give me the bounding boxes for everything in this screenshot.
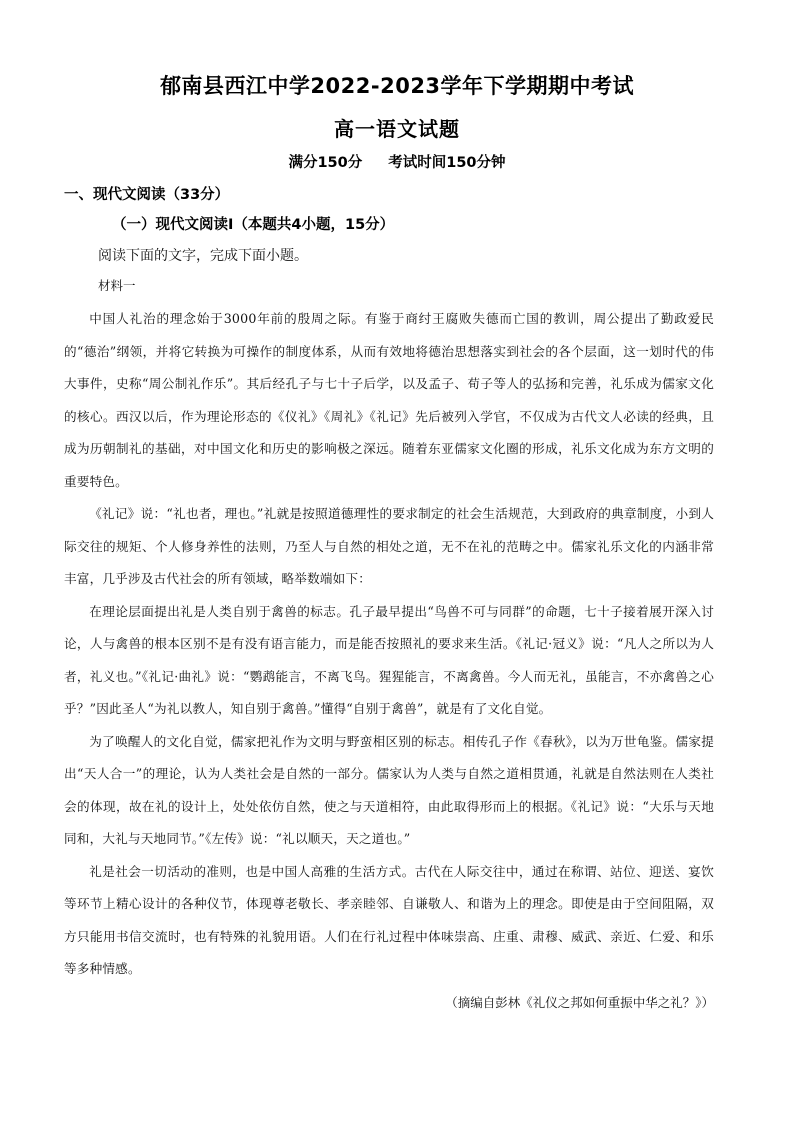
full-score: 满分150分 <box>288 155 363 171</box>
paragraph-3: 在理论层面提出礼是人类自别于禽兽的标志。孔子最早提出“鸟兽不可与同群”的命题，七十子接着展开深入讨论，人与禽兽的根本区别不是有没有语言能力，而是能否按照礼的要求来生活。《礼记·冠义》说：“凡人之所以为人者，礼义也。”《礼记·曲礼》说：“鹦鹉能言，不离飞鸟。猩猩能言，不离禽兽。今人而无礼，虽能言，不亦禽兽之心乎？”因此圣人“为礼以教人，知自别于禽兽。”懂得“自别于禽兽”，就是有了文化自觉。 <box>64 603 714 716</box>
exam-title: 郁南县西江中学2022-2023学年下学期期中考试 <box>159 74 635 98</box>
paragraph-1: 中国人礼治的理念始于3000年前的殷周之际。有鉴于商纣王腐败失德而亡国的教训，周公提出了勤政爱民的“德治”纲领，并将它转换为可操作的制度体系，从而有效地将德治思想落实到社会的各个层面，这一划时代的伟大事件，史称“周公制礼作乐”。其后经孔子与七十子后学，以及孟子、荀子等人的弘扬和完善，礼乐成为儒家文化的核心。西汉以后，作为理论形态的《仪礼》《周礼》《礼记》先后被列入学官，不仅成为古代文人必读的经典，且成为历朝制礼的基础，对中国文化和历史的影响极之深远。随着东亚儒家文化圈的形成，礼乐文化成为东方文明的重要特色。 <box>64 311 714 489</box>
material-body <box>64 303 714 986</box>
subsection-heading: （一）现代文阅读Ⅰ（本题共4小题，15分） <box>112 217 395 233</box>
section-heading: 一、现代文阅读（33分） <box>64 187 230 203</box>
material-label: 材料一 <box>98 278 136 293</box>
reading-instruction: 阅读下面的文字，完成下面小题。 <box>98 248 308 264</box>
paragraph-4: 为了唤醒人的文化自觉，儒家把礼作为文明与野蛮相区别的标志。相传孔子作《春秋》，以为万世龟鉴。儒家提出“天人合一”的理论，认为人类社会是自然的一部分。儒家认为人类与自然之道相贯通，礼就是自然法则在人类社会的体现，故在礼的设计上，处处依仿自然，使之与天道相符，由此取得形而上的根据。《礼记》说：“大乐与天地同和，大礼与天地同节。”《左传》说：“礼以顺天，天之道也。” <box>64 733 714 846</box>
exam-subtitle: 高一语文试题 <box>334 117 460 141</box>
paragraph-5: 礼是社会一切活动的准则，也是中国人高雅的生活方式。古代在人际交往中，通过在称谓、站位、迎送、宴饮等环节上精心设计的各种仪节，体现尊老敬长、孝亲睦邻、自谦敬人、和谐为上的理念。即使是由于空间阻隔，双方只能用书信交流时，也有特殊的礼貌用语。人们在行礼过程中体味崇高、庄重、肃穆、威武、亲近、仁爱、和乐等多种情感。 <box>64 863 714 976</box>
exam-meta <box>0 151 794 172</box>
source-citation: （摘编自彭林《礼仪之邦如何重振中华之礼？》） <box>445 995 714 1010</box>
exam-time: 考试时间150分钟 <box>388 155 506 171</box>
paragraph-2: 《礼记》说：“礼也者，理也。”礼就是按照道德理性的要求制定的社会生活规范，大到政府的典章制度，小到人际交往的规矩、个人修身养性的法则，乃至人与自然的相处之道，无不在礼的范畴之中。儒家礼乐文化的内涵非常丰富，几乎涉及古代社会的所有领域，略举数端如下： <box>64 506 714 586</box>
